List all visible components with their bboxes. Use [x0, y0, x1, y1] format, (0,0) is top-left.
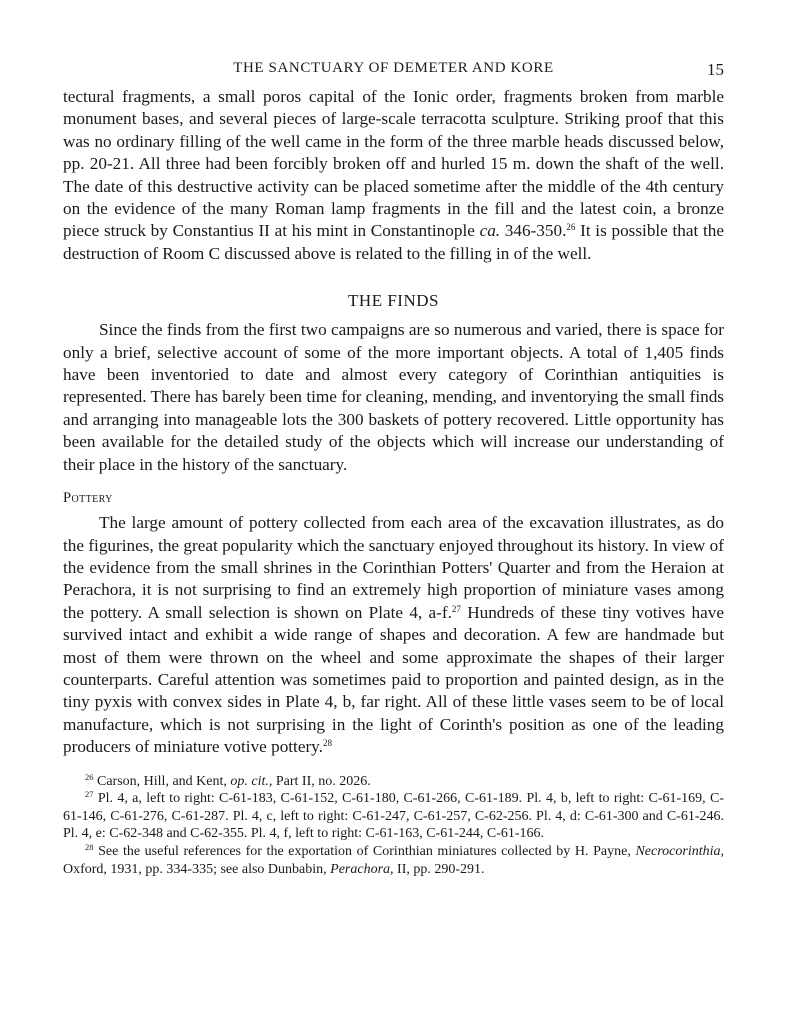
footnote-ref-27[interactable]: 27: [451, 603, 461, 614]
intro-text-a: tectural fragments, a small poros capital of the Ionic order, fragments broken from marble monument bases, and several pieces of large-scale terracotta sculpture. Striking proof that this was no ordinary filling of the well came in the form of the three marble heads discussed below, pp. 20-21. All three had been forcibly broken off and hurled 15 m. down the shaft of the well. The date of this destructive activity can be placed sometime after the middle of the 4th century on the evidence of the many Roman lamp fragments in the fill and the latest coin, a bronze piece struck by Constantius II at his mint in Constantinople: [63, 87, 724, 241]
pottery-text-a: The large amount of pottery collected from each area of the excavation illustrates, as do the figurines, the great popularity which the sanctuary enjoyed throughout its history. In view of the evidence from the small shrines in the Corinthian Potters' Quarter and from the Heraion at Perachora, it is not surprising to find an extremely high proportion of miniature vases among the pottery. A small selection is shown on Plate 4, a-f.: [63, 513, 724, 622]
pottery-paragraph: [63, 512, 724, 758]
intro-paragraph: [63, 86, 724, 265]
pottery-heading-text: Pottery: [63, 490, 113, 507]
footnote-number-27: 27: [85, 789, 94, 800]
footnote-ref-28[interactable]: 28: [322, 738, 332, 749]
footnote-28-text-em2: Perachora,: [330, 861, 394, 877]
finds-paragraph: Since the finds from the first two campaigns are so numerous and varied, there is space for only a brief, selective account of some of the more important objects. A total of 1,405 finds have been inventoried to date and almost every category of Corinthian antiquities is represented. There has barely been time for cleaning, mending, and inventorying the small finds and arranging into manageable lots the 300 baskets of pottery recovered. Little opportunity has been available for the detailed study of the objects which will increase our understanding of their place in the history of the sanctuary.: [63, 320, 724, 474]
intro-text-b: 346-350.: [500, 221, 567, 241]
running-head: [63, 58, 724, 86]
footnote-26-text-a: Carson, Hill, and Kent,: [93, 773, 231, 789]
footnote-ref-26[interactable]: 26: [566, 222, 576, 233]
footnote-number-28: 28: [85, 841, 94, 852]
footnote-26-text-em: op. cit.,: [230, 773, 273, 789]
footnote-27-text: Pl. 4, a, left to right: C-61-183, C-61-152, C-61-180, C-61-266, C-61-189. Pl. 4, b, left to right: C-61-169, C-61-146, C-61-276, C-61-287. Pl. 4, c, left to right: C-61-247, C-61-257, C-62-256. Pl. 4, d: C-61-300 and C-61-246. Pl. 4, e: C-62-348 and C-62-355. Pl. 4, f, left to right: C-61-163, C-61-244, C-61-166.: [63, 791, 724, 842]
footnotes: [63, 773, 724, 879]
footnote-28-text-a: See the useful references for the exportation of Corinthian miniatures collected by H. Payne,: [93, 843, 636, 859]
intro-text-ca: ca.: [479, 221, 501, 241]
footnote-26: [63, 773, 724, 791]
footnote-number-26: 26: [85, 771, 94, 782]
running-title: THE SANCTUARY OF DEMETER AND KORE: [233, 60, 554, 76]
footnote-28-text-b: Oxford, 1931, pp. 334-335; see also Dunbabin,: [63, 861, 331, 877]
pottery-text-b: Hundreds of these tiny votives have survived intact and exhibit a wide range of shapes and decoration. A few are handmade but most of them were thrown on the wheel and some approximate the shapes of their larger counterparts. Careful attention was sometimes paid to proportion and painted design, as in the tiny pyxis with convex sides in Plate 4, b, far right. All of these little vases seem to be of local manufacture, which is not surprising in the light of Corinth's position as one of the leading producers of miniature votive pottery.: [63, 602, 724, 757]
footnote-28: [63, 843, 724, 878]
page-number: 15: [707, 60, 724, 79]
footnote-26-text-b: Part II, no. 2026.: [272, 773, 371, 789]
page: [63, 58, 724, 878]
section-heading-finds: THE FINDS: [348, 291, 439, 311]
footnote-28-text-em1: Necrocorinthia,: [635, 843, 724, 859]
subheading-pottery: [63, 490, 724, 507]
footnote-27: [63, 790, 724, 843]
footnote-28-text-c: II, pp. 290-291.: [393, 861, 485, 877]
intro-text-c: It is possible that the destruction of Room C discussed above is related to the filling in of the well.: [63, 221, 724, 263]
